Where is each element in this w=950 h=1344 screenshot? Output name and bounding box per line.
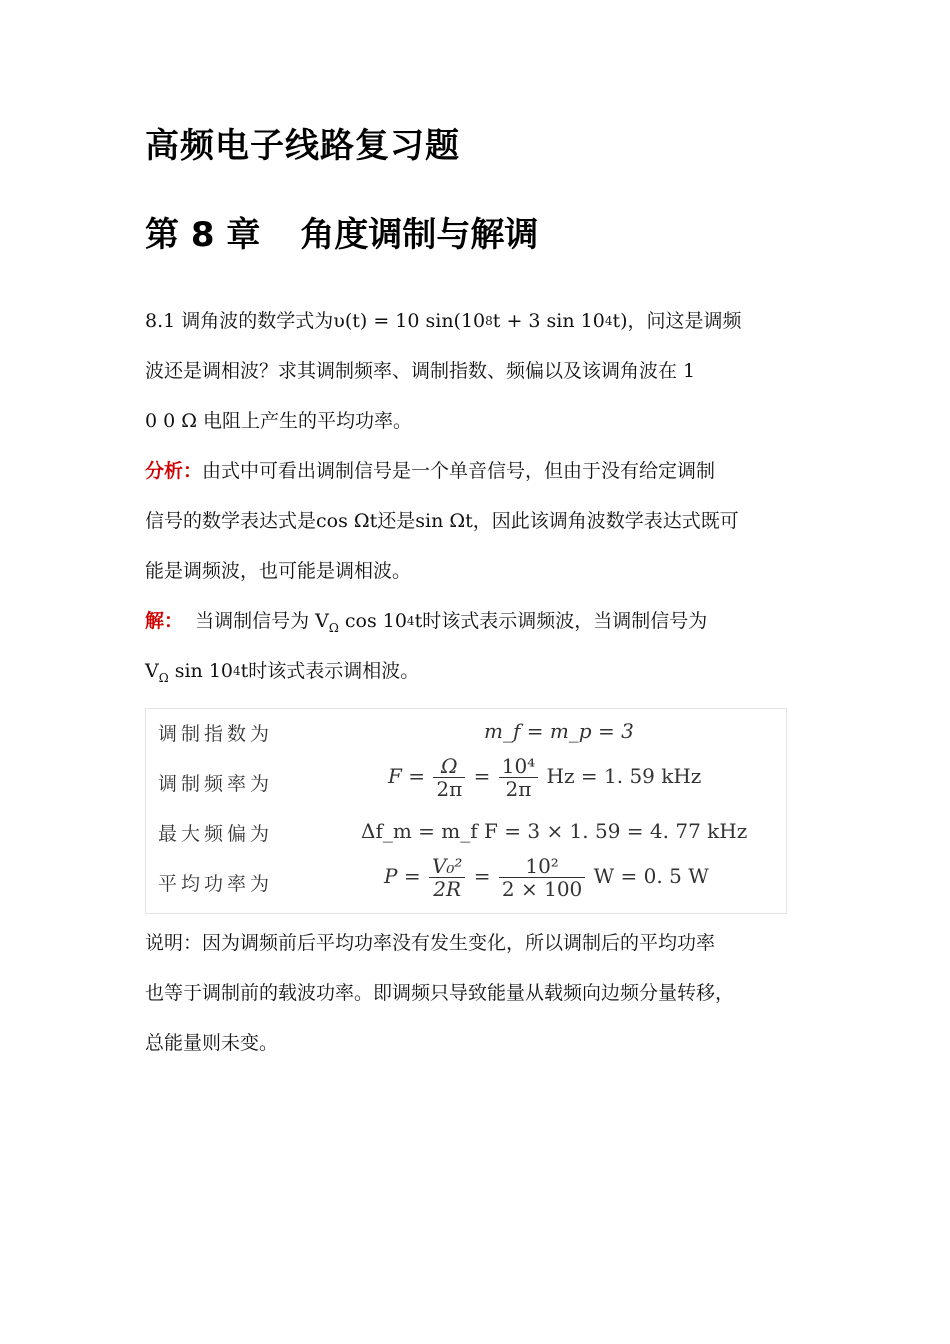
solution-omega-sub-1: Ω xyxy=(328,621,339,635)
analysis-line-3: 能是调频波，也可能是调相波。 xyxy=(145,560,412,582)
solution-omega-sub-2: Ω xyxy=(158,671,169,685)
chapter-number: 第 8 章 xyxy=(145,215,261,255)
power-rhs: W = 0. 5 W xyxy=(593,864,709,888)
formula-panel xyxy=(145,708,787,914)
formula-row-frequency xyxy=(146,755,786,811)
analysis-label: 分析： xyxy=(145,460,203,482)
problem-line-3: 0 0 Ω 电阻上产生的平均功率。 xyxy=(145,410,413,432)
power-eq: = xyxy=(473,864,491,888)
power-frac2-num: 10² xyxy=(499,855,585,878)
formula-label-index: 调制指数为 xyxy=(158,723,274,745)
document-title: 高频电子线路复习题 xyxy=(145,126,460,166)
freq-rhs: Hz = 1. 59 kHz xyxy=(546,764,702,788)
freq-lhs: F = xyxy=(388,764,425,788)
formula-label-frequency: 调制频率为 xyxy=(158,773,274,795)
formula-row-power xyxy=(146,853,786,911)
chapter-heading xyxy=(145,207,538,256)
formula-expr-index: m_f = m_p = 3 xyxy=(484,719,634,743)
freq-frac1-num: Ω xyxy=(433,755,465,778)
problem-intro: 8.1 调角波的数学式为 xyxy=(145,310,334,332)
freq-fraction-1 xyxy=(433,755,465,800)
power-frac1-den: 2R xyxy=(433,877,462,901)
solution-line2-c: sin 10 xyxy=(168,660,234,682)
problem-formula-part2: t + 3 sin 10 xyxy=(492,310,605,332)
solution-label: 解： xyxy=(145,610,184,632)
problem-exp-8: 8 xyxy=(485,314,493,328)
power-lhs: P = xyxy=(384,864,421,888)
note-section xyxy=(145,918,825,1068)
power-frac1-num: V₀² xyxy=(429,855,465,878)
power-fraction-2 xyxy=(499,855,585,900)
solution-line1-a: 当调制信号为 V xyxy=(195,610,329,632)
problem-line-2: 波还是调相波？求其调制频率、调制指数、频偏以及该调角波在 1 xyxy=(145,360,696,382)
formula-expr-power xyxy=(384,855,709,900)
note-line-2: 也等于调制前的载波功率。即调频只导致能量从载频向边频分量转移， xyxy=(145,982,735,1004)
freq-fraction-2 xyxy=(499,755,538,800)
problem-statement xyxy=(145,296,825,446)
chapter-name: 角度调制与解调 xyxy=(300,215,539,255)
problem-exp-4: 4 xyxy=(604,314,613,328)
solution-line1-e: t时该式表示调频波，当调制信号为 xyxy=(414,610,708,632)
freq-frac2-den: 2π xyxy=(505,777,532,801)
solution-line1-c: cos 10 xyxy=(338,610,407,632)
formula-label-deviation: 最大频偏为 xyxy=(158,823,274,845)
analysis-line-1: 由式中可看出调制信号是一个单音信号，但由于没有给定调制 xyxy=(202,460,716,482)
analysis-line-2: 信号的数学表达式是cos Ωt还是sin Ωt，因此该调角波数学表达式既可 xyxy=(145,510,739,532)
note-line-1: 说明：因为调频前后平均功率没有发生变化，所以调制后的平均功率 xyxy=(145,932,716,954)
solution-exp-1: 4 xyxy=(406,614,415,628)
formula-row-index xyxy=(146,711,786,757)
problem-formula-part1: υ(t) = 10 sin(10 xyxy=(333,310,486,332)
formula-expr-deviation: Δf_m = m_f F = 3 × 1. 59 = 4. 77 kHz xyxy=(361,819,748,843)
power-fraction-1 xyxy=(429,855,465,900)
solution-section xyxy=(145,596,825,696)
formula-label-power: 平均功率为 xyxy=(158,873,274,895)
freq-eq: = xyxy=(473,764,491,788)
freq-frac2-num: 10⁴ xyxy=(499,755,538,778)
freq-frac1-den: 2π xyxy=(436,777,463,801)
formula-expr-frequency xyxy=(388,755,701,800)
solution-line2-a: V xyxy=(145,660,159,682)
power-frac2-den: 2 × 100 xyxy=(501,877,583,901)
solution-exp-2: 4 xyxy=(233,664,241,678)
analysis-section xyxy=(145,446,825,596)
solution-line2-e: t时该式表示调相波。 xyxy=(240,660,420,682)
problem-formula-part3: t)，问这是调频 xyxy=(612,310,742,332)
note-line-3: 总能量则未变。 xyxy=(145,1032,279,1054)
